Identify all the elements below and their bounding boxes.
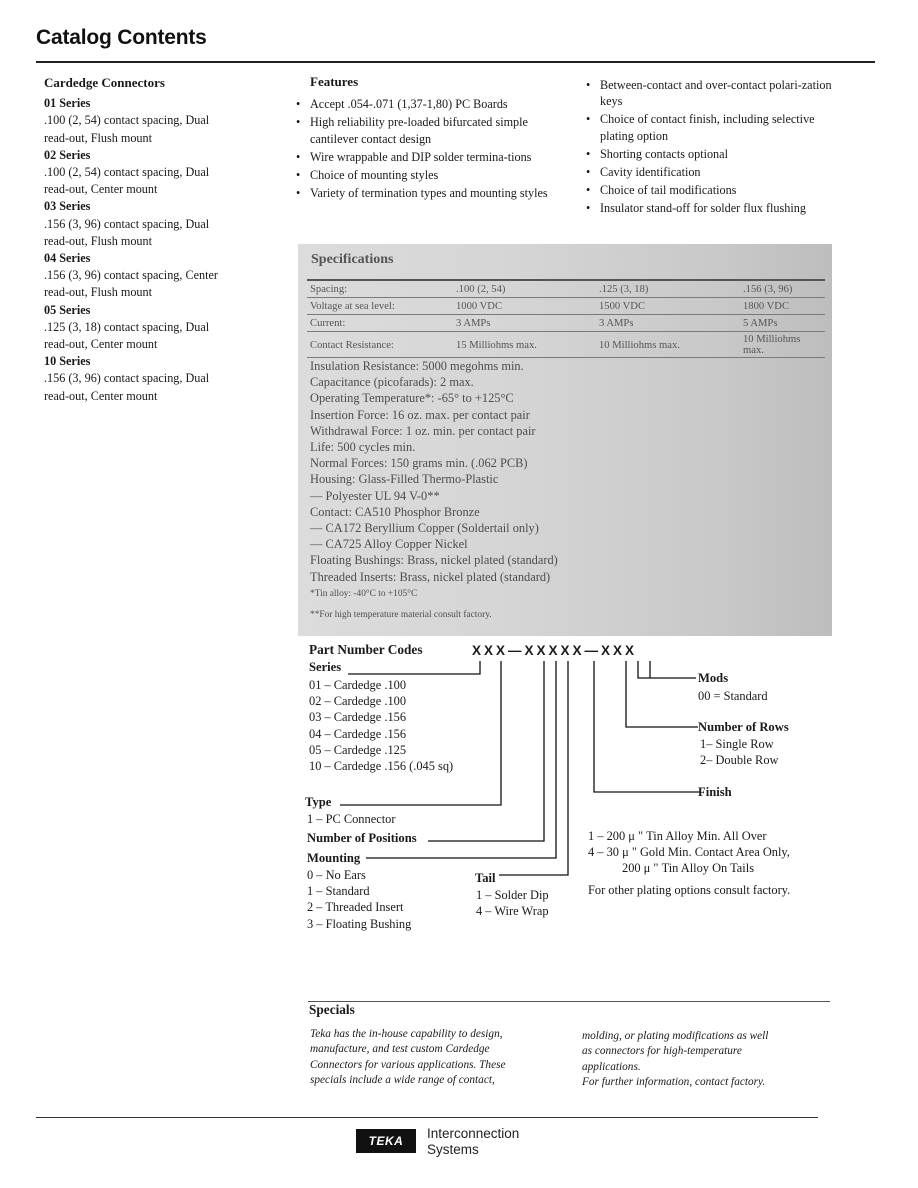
spec-line: Floating Bushings: Brass, nickel plated (standard) <box>310 553 558 568</box>
spec-line: Normal Forces: 150 grams min. (.062 PCB) <box>310 456 528 471</box>
specials-line: For further information, contact factory. <box>582 1076 766 1089</box>
finish-codes <box>588 828 828 877</box>
mounting-code-item: 3 – Floating Bushing <box>307 916 412 931</box>
series-desc: .156 (3, 96) contact spacing, Center <box>44 268 218 283</box>
rows-label: Number of Rows <box>698 720 789 734</box>
feature-item: • High reliability pre-loaded bifurcated simple cantilever contact design <box>288 114 558 146</box>
spec-cell: .125 (3, 18) <box>596 280 740 298</box>
finish-code-item: 4 – 30 μ " Gold Min. Contact Area Only, <box>588 845 790 860</box>
features-title: Features <box>310 74 359 89</box>
series-desc: read-out, Flush mount <box>44 130 152 145</box>
finish-note: For other plating options consult factory. <box>588 883 791 897</box>
series-item <box>44 95 274 147</box>
rows-leader-line <box>626 661 698 727</box>
feature-item: • Insulator stand-off for solder flux flushing <box>578 200 833 216</box>
series-desc: .100 (2, 54) contact spacing, Dual <box>44 165 210 180</box>
feature-item: • Variety of termination types and mounting styles <box>288 185 558 201</box>
mounting-code-item: 1 – Standard <box>307 884 370 899</box>
rows-code-item: 1– Single Row <box>700 737 774 751</box>
spec-line: Contact: CA510 Phosphor Bronze <box>310 504 480 519</box>
spec-line: Capacitance (picofarads): 2 max. <box>310 375 474 390</box>
finish-code-item: 200 μ " Tin Alloy On Tails <box>622 861 755 876</box>
specials-text-col1 <box>310 1027 550 1089</box>
spec-line: — CA725 Alloy Copper Nickel <box>310 537 468 552</box>
spec-line: — Polyester UL 94 V-0** <box>310 488 440 503</box>
series-desc: read-out, Center mount <box>44 337 158 352</box>
type-label: Type <box>305 795 332 809</box>
features-section <box>288 74 558 203</box>
spec-cell: 1800 VDC <box>740 298 825 315</box>
mods-leader-line <box>638 661 696 678</box>
series-desc: .156 (3, 96) contact spacing, Dual <box>44 216 210 231</box>
spec-cell: 1500 VDC <box>596 298 740 315</box>
specials-line: Connectors for various applications. These <box>310 1058 506 1071</box>
spec-cell: .156 (3, 96) <box>740 280 825 298</box>
page-title: Catalog Contents <box>36 26 207 49</box>
series-name: 02 Series <box>44 147 91 162</box>
series-code-item: 04 – Cardedge .156 <box>309 726 407 741</box>
spec-cell: 5 AMPs <box>740 315 825 332</box>
series-desc: read-out, Flush mount <box>44 233 152 248</box>
specials-line: as connectors for high-temperature <box>582 1045 742 1058</box>
feature-item: • Accept .054-.071 (1,37-1,80) PC Boards <box>288 96 558 112</box>
series-desc: read-out, Center mount <box>44 388 158 403</box>
series-name: 10 Series <box>44 354 91 369</box>
specials-line: specials include a wide range of contact, <box>310 1074 495 1087</box>
feature-item: • Choice of mounting styles <box>288 167 558 183</box>
spec-cell: 1000 VDC <box>453 298 596 315</box>
spec-row <box>307 298 825 315</box>
spec-row <box>307 315 825 332</box>
mounting-label: Mounting <box>307 851 361 865</box>
series-name: 05 Series <box>44 302 91 317</box>
spec-line: Operating Temperature*: -65° to +125°C <box>310 391 514 406</box>
spec-cell: Contact Resistance: <box>307 332 453 358</box>
tail-leader-line <box>499 661 568 875</box>
specials-title: Specials <box>309 1002 355 1017</box>
positions-label: Number of Positions <box>307 831 417 845</box>
footer-line: Interconnection <box>427 1126 520 1141</box>
spec-cell: Current: <box>307 315 453 332</box>
finish-label: Finish <box>698 785 732 799</box>
footer-company-text <box>427 1126 519 1158</box>
type-item: 1 – PC Connector <box>307 812 396 826</box>
features-list-2 <box>578 77 833 217</box>
series-desc: read-out, Flush mount <box>44 285 152 300</box>
spec-cell: .100 (2, 54) <box>453 280 596 298</box>
rows-code-item: 2– Double Row <box>700 753 779 768</box>
spec-footnote: *Tin alloy: -40°C to +105°C <box>310 588 418 599</box>
mounting-code-item: 0 – No Ears <box>307 868 366 882</box>
tail-code-item: 1 – Solder Dip <box>476 888 549 902</box>
series-code-item: 03 – Cardedge .156 <box>309 710 407 725</box>
rows-codes <box>700 736 820 768</box>
mounting-codes <box>307 867 467 932</box>
series-name: 03 Series <box>44 199 91 214</box>
footer-rule <box>36 1117 818 1118</box>
tail-codes <box>476 887 586 919</box>
specials-text-col2 <box>582 1029 822 1091</box>
series-label: Series <box>309 660 342 674</box>
series-code-item: 10 – Cardedge .156 (.045 sq) <box>309 759 454 774</box>
specifications-table <box>307 279 825 358</box>
part-number-code: XXX—XXXXX—XXX <box>472 643 638 658</box>
specials-line: Teka has the in-house capability to design, <box>310 1028 503 1040</box>
feature-item: • Cavity identification <box>578 164 833 180</box>
spec-cell: Spacing: <box>307 280 453 298</box>
series-leader-line <box>348 661 480 674</box>
spec-line: Insulation Resistance: 5000 megohms min. <box>310 359 524 373</box>
series-item <box>44 250 274 302</box>
feature-item: • Between-contact and over-contact polari-zation keys <box>578 77 833 109</box>
series-name: 01 Series <box>44 96 91 111</box>
spec-row <box>307 332 825 358</box>
specials-line: molding, or plating modifications as well <box>582 1030 769 1042</box>
specials-line: applications. <box>582 1060 641 1073</box>
series-desc: .156 (3, 96) contact spacing, Dual <box>44 371 210 386</box>
spec-line: Housing: Glass-Filled Thermo-Plastic <box>310 472 499 487</box>
series-name: 04 Series <box>44 251 91 266</box>
series-codes <box>309 677 509 774</box>
spec-cell: 3 AMPs <box>453 315 596 332</box>
features-list <box>288 96 558 201</box>
footer-line: Systems <box>427 1142 479 1157</box>
specials-line: manufacture, and test custom Cardedge <box>310 1043 490 1056</box>
spec-line: Insertion Force: 16 oz. max. per contact pair <box>310 407 530 422</box>
series-section-title: Cardedge Connectors <box>44 75 165 90</box>
finish-code-item: 1 – 200 μ " Tin Alloy Min. All Over <box>588 829 767 843</box>
series-item <box>44 147 274 199</box>
finish-leader-line <box>594 661 700 792</box>
spec-cell: 10 Milliohms max. <box>740 332 825 358</box>
spec-line: Threaded Inserts: Brass, nickel plated (standard) <box>310 569 551 584</box>
spec-row <box>307 280 825 298</box>
teka-logo: TEKA <box>356 1129 416 1153</box>
series-item <box>44 198 274 250</box>
tail-label: Tail <box>475 871 496 885</box>
mounting-code-item: 2 – Threaded Insert <box>307 900 404 915</box>
feature-item: • Choice of contact finish, including selective plating option <box>578 111 833 143</box>
series-desc: .100 (2, 54) contact spacing, Dual <box>44 113 210 128</box>
spec-line: Life: 500 cycles min. <box>310 440 416 455</box>
mods-item: 00 = Standard <box>698 689 768 703</box>
series-section <box>44 74 274 405</box>
header-rule <box>36 61 875 63</box>
specifications-title: Specifications <box>311 252 394 267</box>
series-item <box>44 353 274 405</box>
feature-item: • Wire wrappable and DIP solder termina-tions <box>288 149 558 165</box>
feature-item: • Shorting contacts optional <box>578 146 833 162</box>
series-item <box>44 302 274 354</box>
spec-footnote: **For high temperature material consult factory. <box>310 609 492 620</box>
series-desc: .125 (3, 18) contact spacing, Dual <box>44 319 210 334</box>
spec-cell: 10 Milliohms max. <box>596 332 740 358</box>
spec-cell: 3 AMPs <box>596 315 740 332</box>
series-code-item: 02 – Cardedge .100 <box>309 694 407 709</box>
spec-line: — CA172 Beryllium Copper (Soldertail only) <box>310 521 539 536</box>
part-number-title: Part Number Codes <box>309 642 423 657</box>
series-desc: read-out, Center mount <box>44 182 158 197</box>
spec-cell: Voltage at sea level: <box>307 298 453 315</box>
series-code-item: 05 – Cardedge .125 <box>309 742 407 757</box>
feature-item: • Choice of tail modifications <box>578 182 833 198</box>
specials-rule <box>308 1001 830 1002</box>
series-code-item: 01 – Cardedge .100 <box>309 678 407 692</box>
spec-cell: 15 Milliohms max. <box>453 332 596 358</box>
tail-code-item: 4 – Wire Wrap <box>476 904 549 919</box>
features-section-2 <box>578 77 833 219</box>
spec-line: Withdrawal Force: 1 oz. min. per contact pair <box>310 423 536 438</box>
specifications-list <box>310 358 810 622</box>
mods-label: Mods <box>698 671 729 685</box>
